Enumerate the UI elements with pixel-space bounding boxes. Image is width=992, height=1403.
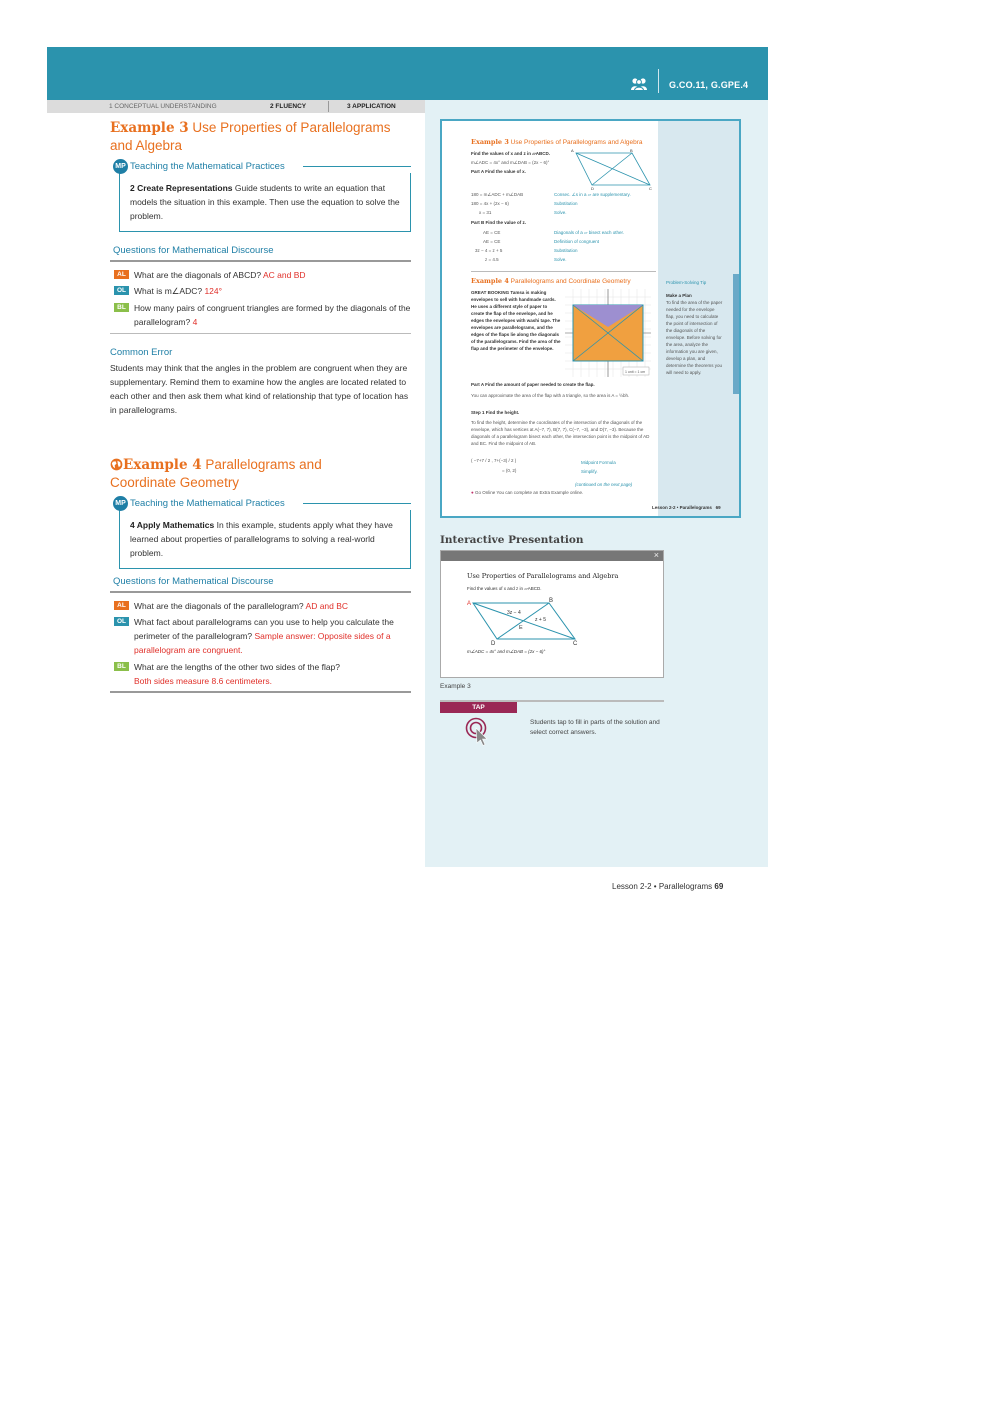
divider (110, 691, 411, 693)
tmp-box: 2 Create Representations Guide students to write an equation that models the situation in this example. Then use the equation to solve the problem. (119, 173, 411, 232)
sp-eq1: 180 = m∠ADC + m∠DAB (471, 192, 524, 197)
sp-ex4-result: = (0, 2) (502, 468, 517, 473)
sp-ex4-body: GREAT BOOKING Tamsa is making envelopes to sell with handmade cards. He uses a different style of paper to create the flap of the envelope, and he edges the envelopes with washi tape. The envelopes are parallelograms, and the edges of the flaps lie along the diagonals of the parallelograms. Find the area of the flap and the perimeter of the envelope. (471, 290, 561, 351)
ip-label-c: C (573, 641, 578, 647)
sp-eqb4: z = 4.5 (485, 257, 499, 262)
level-application: 3 APPLICATION (347, 103, 396, 110)
divider (110, 260, 411, 262)
tag-ol: OL (114, 286, 129, 295)
ip-label-e: E (519, 625, 523, 631)
sp-ex4-parta: Part A Find the amount of paper needed to create the flap. (471, 382, 595, 387)
go-online-icon (110, 458, 123, 471)
common-error-heading: Common Error (110, 347, 173, 358)
example3-teaching-practices (113, 159, 411, 232)
sp-divider (471, 271, 656, 272)
sp-example3-title: Example 3 Use Properties of Parallelograms and Algebra (471, 138, 643, 146)
close-icon[interactable]: × (653, 550, 659, 560)
ip-caption: Example 3 (440, 683, 471, 690)
fluency-divider (328, 101, 329, 112)
top-banner (47, 47, 768, 100)
level-conceptual: 1 CONCEPTUAL UNDERSTANDING (109, 103, 217, 110)
student-page-thumbnail (440, 119, 741, 518)
sp-ex4-formula: ( −7+7 / 2 , 7+(−3) / 2 ) (471, 458, 517, 463)
sp-reason2: Substitution (554, 201, 578, 206)
sp-eqb1: AE = CE (483, 230, 501, 235)
ip-title: Use Properties of Parallelograms and Algebra (467, 572, 619, 580)
example4-teaching-practices (113, 496, 411, 569)
tag-al: AL (114, 601, 129, 610)
ip-label-d: D (491, 641, 496, 647)
sp-parallelogram-diagram (570, 147, 654, 191)
example4-title: Example 4 Parallelograms and Coordinate Geometry (110, 457, 322, 490)
ip-label-a: A (467, 601, 472, 607)
header-divider (658, 69, 659, 93)
tag-al: AL (114, 270, 129, 279)
interactive-presentation-window[interactable] (440, 550, 664, 678)
group-icon (630, 77, 648, 91)
svg-text:D: D (591, 186, 594, 191)
example4-questions-heading: Questions for Mathematical Discourse (113, 576, 274, 587)
ip-seg2: z + 5 (535, 617, 546, 623)
ip-seg1: 3z − 4 (507, 610, 521, 616)
ip-prompt: Find the values of x and z in ▱ABCD. (467, 586, 542, 591)
question-ol: OL What fact about parallelograms can you use to help you calculate the perimeter of the parallelogram? Sample answer: Opposite sides of a parallelogram are congruent. (114, 615, 412, 657)
common-error-body: Students may think that the angles in the problem are congruent when they are supplementary. Remind them to examine how the angles are located related to each other and then ask them what kind of relationship that type of location has in parallelograms. (110, 363, 409, 415)
divider (110, 591, 411, 593)
ip-titlebar (441, 551, 663, 561)
sp-ex4-step1: Step 1 Find the height. (471, 410, 520, 415)
sp-eq2: 180 = 4x + (2x − 6) (471, 201, 509, 206)
sp-ex4-approx: You can approximate the area of the flap with a triangle, so the area is A = ½bh. (471, 393, 630, 398)
sp-ex3-given: m∠ADC = 4x° and m∠DAB = (2x − 6)° (471, 160, 550, 165)
sp-eqb3: 3z − 4 = z + 5 (475, 248, 503, 253)
student-page-tab (733, 274, 739, 394)
question-bl: BL How many pairs of congruent triangles are formed by the diagonals of the parallelogram? 4 (114, 301, 412, 329)
sp-tip-bold: Make a Plan (666, 293, 692, 298)
tmp-heading: Teaching the Mathematical Practices (130, 160, 285, 172)
ip-given: m∠ADC = 4x° and m∠DAB = (2x − 6)° (467, 649, 546, 654)
sp-tip-body: To find the area of the paper needed for the envelope flap, you need to calculate the point of intersection of the diagonals of the envelope. Before solving for the area, analyze the information you are given, develop a plan, and determine the theorems you will need to apply. (666, 300, 723, 375)
sp-envelope-grid (565, 289, 651, 377)
question-bl: BL What are the lengths of the other two sides of the flap? Both sides measure 8.6 centimeters. (114, 660, 412, 688)
tmp-heading: Teaching the Mathematical Practices (130, 497, 285, 509)
sp-ex4-reason1: Midpoint Formula (581, 460, 616, 465)
sp-continued: (continued on the next page) (575, 482, 633, 487)
sp-reasonb3: Substitution (554, 248, 578, 253)
question-ol: OL What is m∠ADC? 124° (114, 284, 412, 298)
tag-ol: OL (114, 617, 129, 626)
standards-label: G.CO.11, G.GPE.4 (669, 80, 749, 90)
sp-tip-title: Problem-Solving Tip (666, 280, 707, 285)
question-al: AL What are the diagonals of ABCD? AC and BD (114, 268, 412, 282)
page-footer: Lesson 2-2 • Parallelograms 69 (612, 882, 724, 891)
tag-bl: BL (114, 662, 129, 671)
sp-eq3: x = 31 (479, 210, 492, 215)
tap-description: Students tap to fill in parts of the solution and select correct answers. (530, 719, 660, 736)
sp-footer: Lesson 2-2 • Parallelograms 69 (652, 505, 721, 510)
fluency-bar (47, 100, 425, 113)
sp-ex4-reason2: Simplify. (581, 469, 598, 474)
mp-icon: MP (113, 159, 128, 174)
ip-label-b: B (549, 598, 554, 604)
sp-ex3-partb: Part B Find the value of z. (471, 220, 527, 225)
example3-questions-heading: Questions for Mathematical Discourse (113, 245, 274, 256)
sp-ex4-step1-body: To find the height, determine the coordinates of the intersection of the diagonals of the envelope, which has vertices at A(−7, 7), B(7, 7), C(−7, −3), and D(7, −3). Because the diagonals of a parallelogram bisect each other, the intersection point is the midpoint of AD and BC. Find the midpoint of AB. (471, 420, 650, 446)
sp-ex3-prompt: Find the values of x and z in ▱ABCD. (471, 151, 550, 156)
svg-text:A: A (571, 148, 574, 153)
mp-icon: MP (113, 496, 128, 511)
svg-text:C: C (649, 186, 652, 191)
sp-example4-title: Example 4 Parallelograms and Coordinate Geometry (471, 277, 631, 285)
sp-ex3-parta: Part A Find the value of x. (471, 169, 526, 174)
divider (110, 333, 411, 334)
sp-grid-label: 1 unit = 1 cm (625, 370, 646, 374)
tap-badge: TAP (440, 702, 517, 713)
question-al: AL What are the diagonals of the parallelogram? AD and BC (114, 599, 412, 613)
example3-title: Example 3 Use Properties of Parallelograms and Algebra (110, 120, 391, 153)
ip-parallelogram-diagram (463, 597, 583, 647)
tmp-box: 4 Apply Mathematics In this example, students apply what they have learned about properties of parallelograms to solving a real-world problem. (119, 510, 411, 569)
svg-text:B: B (630, 148, 633, 153)
sp-reasonb4: Solve. (554, 257, 567, 262)
sp-go-online: ● Go Online You can complete an Extra Example online. (471, 490, 584, 495)
sp-reason1: Consec. ∠s in a ▱ are supplementary. (554, 192, 631, 197)
sp-eqb2: AE = CE (483, 239, 501, 244)
tap-icon (465, 717, 491, 747)
sp-reasonb2: Definition of congruent (554, 239, 600, 244)
tag-bl: BL (114, 303, 129, 312)
level-fluency: 2 FLUENCY (270, 103, 307, 110)
sp-reasonb1: Diagonals of a ▱ bisect each other. (554, 230, 625, 235)
interactive-presentation-heading: Interactive Presentation (440, 534, 584, 546)
sp-reason3: Solve. (554, 210, 567, 215)
